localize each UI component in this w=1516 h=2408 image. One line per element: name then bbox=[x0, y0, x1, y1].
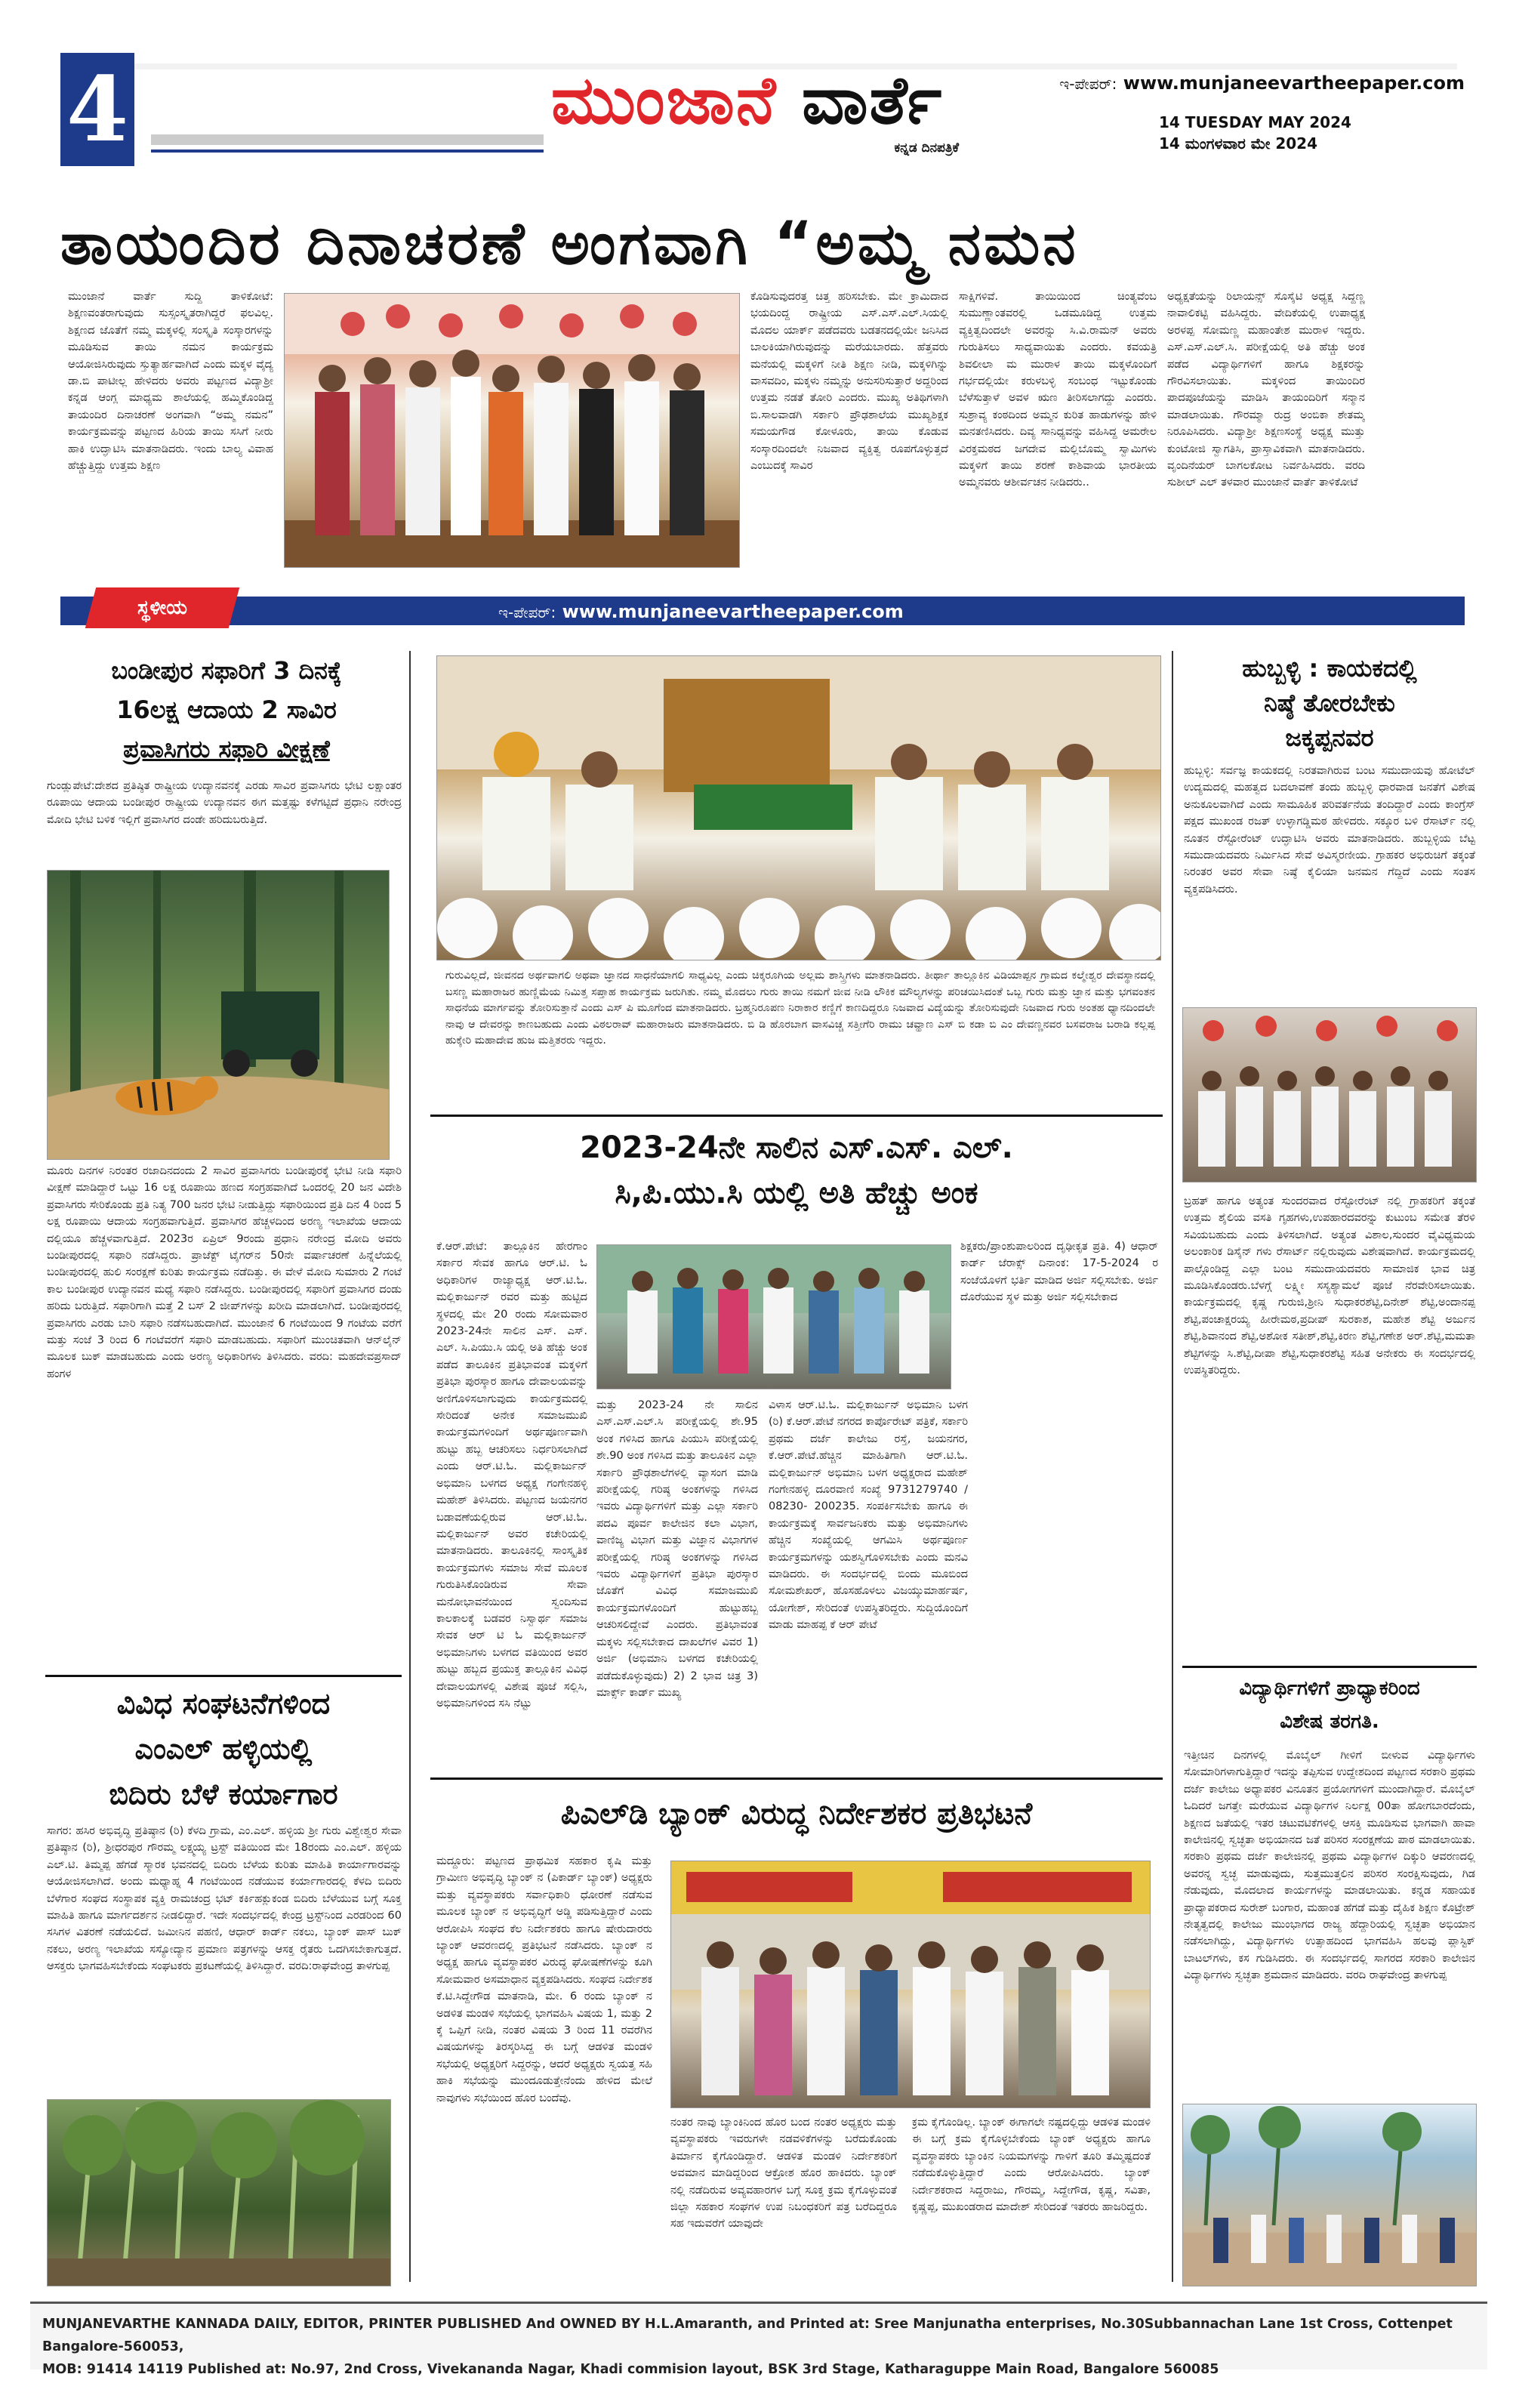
hubballi-headline-line-2: ನಿಷ್ಠೆ ತೋರಬೇಕು bbox=[1264, 689, 1395, 717]
sslc-photo bbox=[596, 1244, 951, 1389]
pld-col-2: ನಂತರ ನಾವು ಬ್ಯಾಂಕಿನಿಂದ ಹೊರ ಬಂದ ನಂತರ ಅಧ್ಯಕ್ಷರು ಮತ್ತು ವ್ಯವಸ್ಥಾಪಕರು ಇವರುಗಳೇ ನಡವಳಿಕೆಗಳನ್ನು ಬರೆದುಕೊಂಡು ತಿರ್ಮಾನ ಕೈಗೊಂಡಿದ್ದಾರೆ. ಆಡಳಿತ ಮಂಡಳಿ ನಿರ್ದೇಶಕರಿಗೆ ಅವಮಾನ ಮಾಡಿದ್ದರಿಂದ ಆಕ್ರೋಶ ಹೊರ ಹಾಕಿದರು. ಬ್ಯಾಂಕ್ ನಲ್ಲಿ ನಡೆದಿರುವ ಅವ್ಯವಹಾರಗಳ ಬಗ್ಗೆ ಸೂಕ್ತ ಕ್ರಮ ಕೈಗೊಳ್ಳುವಂತೆ ಜಿಲ್ಲಾ ಸಹಕಾರ ಸಂಘಗಳ ಉಪ ನಿಬಂಧಕರಿಗೆ ಪತ್ರ ಬರೆದಿದ್ದರೂ ಸಹ ಇದುವರೆಗೆ ಯಾವುದೇ bbox=[670, 2117, 897, 2231]
masthead-blue-rule bbox=[151, 150, 544, 153]
bandipur-headline-line-2: 16ಲಕ್ಷ ಆದಾಯ 2 ಸಾವಿರ bbox=[116, 695, 337, 724]
sslc-col-1: ಕೆ.ಆರ್.ಪೇಟೆ: ತಾಲ್ಲೂಕಿನ ಹೇರಗಾಂ ಸರ್ಕಾರ ಸೇವಕ ಹಾಗೂ ಆರ್.ಟಿ. ಓ ಅಧಿಕಾರಿಗಳ ರಾಜ್ಯಾಧ್ಯಕ್ಷ ಆರ್.ಟಿ.ಓ. ಮಲ್ಲಿಕಾರ್ಜುನ್ ರವರ ಮತ್ತು ಹುಟ್ಟಿದ ಸ್ಥಳದಲ್ಲಿ ಮೇ 20 ರಂದು ಸೋಮವಾರ 2023-24ನೇ ಸಾಲಿನ ಎಸ್. ಎಸ್. ಎಲ್. ಸಿ.ಪಿಯು.ಸಿ ಯಲ್ಲಿ ಅತಿ ಹೆಚ್ಚು ಅಂಕ ಪಡೆದ ತಾಲೂಕಿನ ಪ್ರತಿಭಾವಂತ ಮಕ್ಕಳಿಗೆ ಪ್ರತಿಭಾ ಪುರಸ್ಕಾರ ಹಾಗೂ ದೇವಾಲಯವನ್ನು ಅಣಿಗೊಳಿಸಲಾಗುವುದು ಕಾರ್ಯಕ್ರಮದಲ್ಲಿ ಸೇರಿದಂತೆ ಅನೇಕ ಸಮಾಜಮುಖಿ ಕಾರ್ಯಕ್ರಮಗಳಿಂದಿಗೆ ಅರ್ಥಪೂರ್ಣವಾಗಿ ಹುಟ್ಟು ಹಬ್ಬ ಆಚರಿಸಲು ನಿರ್ಧರಿಸಲಾಗಿದೆ ಎಂದು ಆರ್.ಟಿ.ಓ. ಮಲ್ಲಿಕಾರ್ಜುನ್ ಅಭಿಮಾನಿ ಬಳಗದ ಅಧ್ಯಕ್ಷ ಗಂಗೇನಹಳ್ಳಿ ಮಹೇಶ್ ತಿಳಿಸಿದರು. ಪಟ್ಟಣದ ಜಯನಗರ ಬಡಾವಣೆಯಲ್ಲಿರುವ ಆರ್.ಟಿ.ಓ. ಮಲ್ಲಿಕಾರ್ಜುನ್ ಅವರ ಕಚೇರಿಯಲ್ಲಿ ಮಾತನಾಡಿದರು. ತಾಲೂಕಿನಲ್ಲಿ ಸಾಂಸ್ಕೃತಿಕ ಕಾರ್ಯಕ್ರಮಗಳು ಸಮಾಜ ಸೇವೆ ಮೂಲಕ ಗುರುತಿಸಿಕೊಂಡಿರುವ ಸೇವಾ ಮನೋಭಾವನೆಯಿಂದ ಸ್ವಂದಿಸುವ ಕಾಲಕಾಲಕ್ಕೆ ಬಡವರ ನಿಸ್ವಾರ್ಥ ಸಮಾಜ ಸೇವಕ ಆರ್ ಟಿ ಓ ಮಲ್ಲಿಕಾರ್ಜುನ್ ಅಭಿಮಾನಿಗಳು ಬಳಗದ ವತಿಯಿಂದ ಅವರ ಹುಟ್ಟು ಹಬ್ಬದ ಪ್ರಯುಕ್ತ ತಾಲ್ಲೂಕಿನ ವಿವಿಧ ದೇವಾಲಯಗಳಲ್ಲಿ ವಿಶೇಷ ಪೂಜೆ ಸಲ್ಲಿಸಿ, ಅಭಿಮಾನಿಗಳಿಂದ ಸಸಿ ನೆಟ್ಟು bbox=[436, 1241, 587, 1710]
left-divider bbox=[45, 1675, 402, 1677]
bandipur-tiger-photo bbox=[47, 870, 390, 1160]
chikkodi-photo bbox=[436, 655, 1161, 960]
hubballi-col-mid: ಬ್ರಹತ್ ಹಾಗೂ ಅತ್ಯಂತ ಸುಂದರವಾದ ರೆಸ್ಟೋರೆಂಟ್ ನಲ್ಲಿ ಗ್ರಾಹಕರಿಗೆ ತಕ್ಕಂತೆ ಉತ್ತಮ ಶೈಲಿಯ ವಸತಿ ಗೃಹಗಳು,ಉಪಹಾರದವರನ್ನು ಕುಟುಂಬ ಸಮೇತ ತೆರಳಿ ಸವಿಯಬಹುದು ಎಂದು ತಿಳಿಸಲಾಗಿದೆ. ಅತ್ಯಂತ ವಿಶಾಲ,ಸುಂದರ ವೈವಿಧ್ಯಮಯ ಅಲಂಕಾರಿಕ ಡಿಸೈನ್ ಗಳು ರೆಸಾರ್ಟ್ ನಲ್ಲಿರುವುದು ವಿಶೇಷವಾಗಿದೆ. ಕಾರ್ಯಕ್ರಮದಲ್ಲಿ ಪಾಲ್ಗೊಂಡಿದ್ದ ಎಲ್ಲಾ ಬಂಟ ಸಮುದಾಯದವರು ಸಾಮಾಜಿಕ ಭಾವ ಚಿತ್ರ ಮೂಡಿಸಿಕೊಂಡರು.ಬೆಳಗ್ಗೆ ಲಕ್ಷ್ಮೀ ಸಸ್ಯಶ್ಯಾಮಲೆ ಪೂಜೆ ನೆರವೇರಿಸಲಾಯಿತು. ಕಾರ್ಯಕ್ರಮದಲ್ಲಿ ಕೃಷ್ಣ ಗುರುಜಿ,ಶ್ರೀನಿ ಸುಧಾಕರಶೆಟ್ಟಿ,ದಿನೇಶ್ ಶೆಟ್ಟಿ,ಅಂದಾನಪ್ಪ ಶೆಟ್ಟಿ,ಪಂಚಾಕ್ಷರಯ್ಯ ಹೀರೇಮಠ,ಪ್ರದೀಪ್ ಸುರಕಾಶ, ಮಹೇಶ ಶೆಟ್ಟಿ ಅರ್ಜುನ ಶೆಟ್ಟಿ,ಶಿವಾನಂದ ಶೆಟ್ಟಿ,ಅಶೋಕ ಸತೀಶ್,ಶೆಟ್ಟಿ,ಕಿರಣ ಶೆಟ್ಟಿ,ಗಣೇಶ ಅರ್.ಶೆಟ್ಟಿ,ಮಮತಾ ಶೆಟ್ಟಿಗಳನ್ನು ಸಿ.ಶೆಟ್ಟಿ,ದೀಪಾ ಶೆಟ್ಟಿ,ಸುಧಾಕರಶೆಟ್ಟಿ ಸಹಿತ ಅನೇಕರು ಈ ಸಂದರ್ಭದಲ್ಲಿ ಉಪಸ್ಥಿತರಿದ್ದರು. bbox=[1184, 1195, 1475, 1377]
page-number: 4 bbox=[60, 53, 134, 166]
bamboo-body: ಸಾಗರ: ಹಸಿರ ಅಭಿವೃದ್ಧಿ ಪ್ರತಿಷ್ಠಾನ (ರಿ) ಕೆಳದಿ ಗ್ರಾಮ, ಎಂ.ಎಲ್. ಹಳ್ಳಿಯ ಶ್ರೀ ಗುರು ವಿಶ್ವೇಶ್ವರ ಸೇವಾ ಪ್ರತಿಷ್ಠಾನ (ರಿ), ಶ್ರೀಧರಪುರ ಗೌರಮ್ಮ ಲಕ್ಷ್ಮಯ್ಯ ಟ್ರಸ್ಟ್ ವತಿಯಿಂದ ಮೇ 18ರಂದು ಎಂ.ಎಲ್. ಹಳ್ಳಿಯ ಎಲ್.ಟಿ. ತಿಮ್ಮಪ್ಪ ಹೆಗಡೆ ಸ್ಮಾರಕ ಭವನದಲ್ಲಿ ಬಿದಿರು ಬೆಳೆಯ ಕುರಿತು ಮಾಹಿತಿ ಕಾರ್ಯಾಗಾರವನ್ನು ಆಯೋಜಿಸಲಾಗಿದೆ. ಅಂದು ಮಧ್ಯಾಹ್ನ 4 ಗಂಟೆಯಿಂದ ನಡೆಯುವ ಕರ್ಯಾಗಾರದಲ್ಲಿ ಕೆಳದಿ ಬಿದಿರು ಬೆಳೆಗಾರ ಸಂಘದ ಸಂಸ್ಥಾಪಕ ವ್ಯಕ್ತಿ ರಾಮಚಂದ್ರ ಭಟ್ ಕರ್ಕಿಹಕ್ಲುಕಂಡ ಬಿದಿರು ಬೆಳೆಯುವ ಬಗ್ಗೆ ಸೂಕ್ತ ಮಾಹಿತಿ ಹಾಗೂ ಮಾರ್ಗದರ್ಶನ ನೀಡಲಿದ್ದಾರೆ. ಇದೇ ಸಂದರ್ಭದಲ್ಲಿ ಕೇಂದ್ರ ಟ್ರಸ್ಟ್‌ನಿಂದ ಎರಡರಿಂದ 60 ಸಸಿಗಳ ವಿತರಣೆ ನಡೆಯಲಿದೆ. ಜಮೀನಿನ ಪಹಣಿ, ಆಧಾರ್ ಕಾರ್ಡ್ ನಕಲು, ಬ್ಯಾಂಕ್ ಪಾಸ್ ಬುಕ್ ನಕಲು, ಅರಣ್ಯ ಇಲಾಖೆಯ ಸಸ್ಯೋದ್ಯಾನ ಪ್ರಮಾಣ ಪತ್ರಗಳನ್ನು ಆಸಕ್ತ ರೈತರು ಒದಗಿಸಬೇಕಾಗುತ್ತದೆ. ಆಸಕ್ತರು ಭಾಗವಹಿಸಬೇಕೆಂದು ಸಂಘಟಕರು ಪ್ರಕಟಣೆಯಲ್ಲಿ ತಿಳಿಸಿದ್ದಾರೆ. ವರದಿ:ರಾಘವೇಂದ್ರ ತಾಳಗುಪ್ಪ bbox=[47, 1825, 402, 1973]
pld-photo-scene bbox=[671, 1861, 1151, 2108]
center-divider-1 bbox=[430, 1115, 1163, 1117]
footer-line-1: MUNJANEVARTHE KANNADA DAILY, EDITOR, PRINTER PUBLISHED And OWNED BY H.L.Amaranth, and Printed at: Sree Manjunatha enterprises, No.30Subbannachan Lane 1st Cross, Cottenpet Bangalore-560053, bbox=[42, 2317, 1453, 2354]
bandipur-headline-line-1: ಬಂಡೀಪುರ ಸಫಾರಿಗೆ 3 ದಿನಕ್ಕೆ bbox=[111, 656, 342, 685]
hubballi-col-top: ಹುಬ್ಬಳ್ಳಿ: ಸರ್ವಜ್ಞ ಕಾಯಕದಲ್ಲಿ ನಿರತವಾಗಿರುವ ಬಂಟ ಸಮುದಾಯವು ಹೋಟೆಲ್ ಉದ್ಯಮದಲ್ಲಿ ಮಹತ್ವದ ಬದಲಾವಣೆ ತಂದು ಹುಬ್ಬಳ್ಳಿ ಧಾರವಾಡ ಜನತೆಗೆ ವಿಶೇಷ ಅನುಕೂಲವಾಗಿದೆ ಎಂದು ಸಾಮೂಹಿಕ ಪರಿವರ್ತನೆಯ ತಂದಿದ್ದಾರೆ ಎಂದು ಕಾಂಗ್ರೆಸ್ ಪಕ್ಷದ ಮುಖಂಡ ರಜತ್ ಉಳ್ಳಾಗಡ್ಡಿಮಠ ಹೇಳಿದರು. ಸಕ್ಕೂರ ಬಳಿ ರೆಸಾರ್ಟ್ ನಲ್ಲಿ ನೂತನ ರೆಸ್ಟೋರೆಂಟ್ ಉದ್ಘಾಟಿಸಿ ಅವರು ಮಾತನಾಡಿದರು. ಹುಬ್ಬಳ್ಳಿಯ ಬೆಟ್ಟ ಸಮುದಾಯದವರು ನಿರ್ಮಿಸಿದ ಸೇವೆ ಅವಿಸ್ಮರಣೀಯ. ಗ್ರಾಹಕರ ಅಭಿರುಚಿಗೆ ತಕ್ಕಂತೆ ನಿರಂತರ ಅವರ ಸೇವಾ ನಿಷ್ಠೆ ಕೈಲಿಯಾ ಜನಮನ ಗೆದ್ದಿದೆ ಎಂದು ಸಂತಸ ವ್ಯಕ್ತಪಡಿಸಿದರು. bbox=[1184, 765, 1475, 896]
tiger-photo-scene bbox=[48, 871, 390, 1160]
bamboo-headline-line-3: ಬಿದಿರು ಬೆಳೆ ಕರ್ಯಾಗಾರ bbox=[109, 1777, 338, 1811]
sslc-headline-line-2: ಸಿ,ಪಿ.ಯು.ಸಿ ಯಲ್ಲಿ ಅತಿ ಹೆಚ್ಚು ಅಂಕ bbox=[615, 1176, 978, 1210]
lead-col-1: ಮುಂಜಾನೆ ವಾರ್ತೆ ಸುದ್ದಿ ತಾಳಿಕೋಟೆ: ಶಿಕ್ಷಣವಂತರಾಗುವುದು ಸುಸ್ಸಂಸ್ಕೃತರಾಗಿದ್ದರೆ ಫಲವಿಲ್ಲ. ಶಿಕ್ಷಣದ ಜೊತೆಗೆ ನಮ್ಮ ಮಕ್ಕಳಲ್ಲಿ ಸಂಸ್ಕೃತಿ ಸಂಸ್ಕಾರಗಳನ್ನು ಮೂಡಿಸುವ ತಾಯಿ ನಮನ ಕಾರ್ಯಕ್ರಮ ಆಯೋಜಿಸಿರುವುದು ಸ್ತುತ್ಯಾರ್ಹವಾಗಿದೆ ಎಂದು ಮಕ್ಕಳ ವೈದ್ಯ ಡಾ.ಬಿ ಪಾಟೀಲ್ಲ ಹೇಳಿದರು ಅವರು ಪಟ್ಟಣದ ವಿದ್ಯಾಶ್ರೀ ಕನ್ನಡ ಆಂಗ್ಲ ಮಾಧ್ಯಮ ಶಾಲೆಯಲ್ಲಿ ಹಮ್ಮಿಕೊಂಡಿದ್ದ ತಾಯಂದಿರ ದಿನಾಚರಣೆ ಅಂಗವಾಗಿ “ಅಮ್ಮ ನಮನ” ಕಾರ್ಯಕ್ರಮವನ್ನು ಪಟ್ಟಣದ ಹಿರಿಯ ತಾಯಿ ಸಸಿಗೆ ನೀರು ಹಾಕಿ ಉದ್ಘಾಟಿಸಿ ಮಾತನಾಡಿದರು. ಇಂದು ಬಾಲ್ಯ ವಿವಾಹ ಹೆಚ್ಚುತ್ತಿದ್ದು ಉತ್ತಮ ಶಿಕ್ಷಣ bbox=[68, 291, 273, 473]
right-divider bbox=[1182, 1666, 1477, 1668]
pld-headline: ಪಿಎಲ್‌ಡಿ ಬ್ಯಾಂಕ್ ವಿರುದ್ಧ ನಿರ್ದೇಶಕರ ಪ್ರತಿಭಟನೆ bbox=[560, 1796, 1033, 1831]
bamboo-headline-line-1: ವಿವಿಧ ಸಂಘಟನೆಗಳಿಂದ bbox=[116, 1687, 331, 1720]
epaper-link[interactable] bbox=[1019, 72, 1465, 94]
epaper-label: ಇ-ಪೇಪರ್: bbox=[1059, 75, 1117, 93]
date-english: 14 TUESDAY MAY 2024 bbox=[1159, 113, 1351, 131]
students-headline bbox=[1182, 1672, 1477, 1738]
lead-col-2: ಕೊಡಿಸುವುದರತ್ತ ಚಿತ್ತ ಹರಿಸಬೇಕು. ಮೇ ಕ್ರಾಮಿದಾದ ಭಯದಿಂದ್ದ ರಾಷ್ಟ್ರೀಯ ಎಸ್.ಎಸ್.ಎಲ್.ಸಿಯಲ್ಲಿ ಮೊದಲ ಯಾರ್ಕ್ ಪಡೆದವರು ಬಡತನದಲ್ಲಿಯೇ ಜನಿಸಿದ ಬಾಲಕಿಯಾಗಿರುವುದನ್ನು ಮರೆಯಬಾರದು. ಹೆತ್ತವರು ಮನೆಯಲ್ಲಿ ಮಕ್ಕಳಿಗೆ ನೀತಿ ಶಿಕ್ಷಣ ನೀಡಿ, ಮಕ್ಕಳಿಗಿನ್ನು ವಾಸವದಿಂ, ಮಕ್ಕಳು ನಮ್ಮನ್ನು ಅನುಸರಿಸುತ್ತಾರೆ ಅದ್ದರಿಂದ ಉತ್ತಮ ನಡತೆ ತೋರಿ ಎಂದರು. ಮುಖ್ಯ ಅತಿಥಿಗಳಾಗಿ ಬಿ.ಸಾಲವಾಡಗಿ ಸರ್ಕಾರಿ ಪ್ರೌಢಶಾಲೆಯ ಮುಖ್ಯಶಿಕ್ಷಕ ಸಮಯಗೌಡ ಕೋಳೂರು, ತಾಯಿ ಕೊಡುವ ಸಂಸ್ಕಾರದಿಂದಲೇ ನಿಜವಾದ ವ್ಯಕ್ತಿತ್ವ ರೂಪಗೊಳ್ಳುತ್ತದೆ ಎಂಬುದಕ್ಕೆ ಸಾವಿರ bbox=[750, 291, 948, 473]
sslc-col-3b: ವಿಳಾಸ ಆರ್.ಟಿ.ಓ. ಮಲ್ಲಿಕಾರ್ಜುನ್ ಅಭಿಮಾನಿ ಬಳಗ (ರಿ) ಕೆ.ಆರ್.ಪೇಟೆ ನಗರದ ಕಾರ್ಪೊರೇಟ್ ಪತ್ರಿಕೆ, ಸರ್ಕಾರಿ ಪ್ರಥಮ ದರ್ಜೆ ಕಾಲೇಜು ರಸ್ತೆ, ಜಯನಗರ, ಕೆ.ಆರ್.ಪೇಟೆ.ಹೆಚ್ಚಿನ ಮಾಹಿತಿಗಾಗಿ ಆರ್.ಟಿ.ಓ. ಮಲ್ಲಿಕಾರ್ಜುನ್ ಅಭಿಮಾನಿ ಬಳಗ ಅಧ್ಯಕ್ಷರಾದ ಮಹೇಶ್ ಗಂಗೇನಹಳ್ಳಿ ದೂರವಾಣಿ ಸಂಖ್ಯೆ 9731279740 / 08230- 200235. ಸಂಪರ್ಕಿಸಬೇಕು ಹಾಗೂ ಈ ಕಾರ್ಯಕ್ರಮಕ್ಕೆ ಸಾರ್ವಜನಿಕರು ಮತ್ತು ಅಭಿಮಾನಿಗಳು ಹೆಚ್ಚಿನ ಸಂಖ್ಯೆಯಲ್ಲಿ ಆಗಮಿಸಿ ಅರ್ಥಪೂರ್ಣ ಕಾರ್ಯಕ್ರಮಗಳನ್ನು ಯಶಸ್ವಿಗೊಳಿಸಬೇಕು ಎಂದು ಮನವಿ ಮಾಡಿದರು. ಈ ಸಂದರ್ಭದಲ್ಲಿ ಬಿಂದು ಮೂಬಿಂದ ಸೋಮಶೇಖರ್, ಹೊಸಹೊಳಲು ವಿಜಯ್ಕುಮಾರ್ಹರ್ಷ, ಯೋಗೇಶ್, ಸೇರಿದಂತೆ ಉಪಸ್ಥಿತರಿದ್ದರು. ಸುದ್ದಿಯೊಂದಿಗೆ ಮಾಡು ಮಾಹಪ್ಪ ಕೆ ಆರ್ ಪೇಟೆ bbox=[769, 1399, 968, 1632]
sslc-photo-scene bbox=[597, 1245, 951, 1389]
section-epaper-link[interactable] bbox=[498, 601, 904, 622]
bamboo-headline-line-2: ಎಂಎಲ್ ಹಳ್ಳಿಯಲ್ಲಿ bbox=[134, 1732, 313, 1765]
column-divider-left bbox=[409, 651, 411, 2282]
lead-col-4: ಅಧ್ಯಕ್ಷತೆಯನ್ನು ರಿಲಾಯನ್ಸ್ ಸೊಸೈಟಿ ಅಧ್ಯಕ್ಷ ಸಿದ್ದಣ್ಣ ನಾವಾಲಿಕಟ್ಟಿ ವಹಿಸಿದ್ದರು. ವೇದಿಕೆಯಲ್ಲಿ ಉಪಾಧ್ಯಕ್ಷ ಅರಳಪ್ಪ ಸೋಮಣ್ಣ ಮಹಾಂತೇಶ ಮುರಾಳ ಇದ್ದರು. ಎಸ್.ಎಸ್.ಎಲ್.ಸಿ. ಪರೀಕ್ಷೆಯಲ್ಲಿ ಅತಿ ಹೆಚ್ಚು ಅಂಕ ಪಡೆದ ವಿದ್ಯಾರ್ಥಿಗಳಿಗೆ ಹಾಗೂ ಶಿಕ್ಷಕರನ್ನು ಗೌರವಿಸಲಾಯಿತು. ಮಕ್ಕಳಿಂದ ತಾಯಿಂದಿರ ಪಾದಪೂಜೆಯನ್ನು ಮಾಡಿಸಿ ತಾಯಂದಿರಿಗೆ ಸನ್ಮಾನ ಮಾಡಲಾಯಿತು. ಗೌರಮ್ಮಾ ರುದ್ರ ಅಂಬಿಕಾ ಶೇತಮ್ಮ ನಿರೂಪಿಸಿದರು. ವಿದ್ಯಾಶ್ರೀ ಶಿಕ್ಷಣಸಂಸ್ಥೆ ಅಧ್ಯಕ್ಷ ಮುತ್ತು ಕುಂಟೋಜಿ ಸ್ವಾಗತಿಸಿ, ಪ್ರಾಸ್ತಾವಿಕವಾಗಿ ಮಾತನಾಡಿದರು. ವೃಂದಿನೆಯರ್ ಬಾಗಲಕೋಟ ನಿರ್ವಹಿಸಿದರು. ವರದಿ ಸುಶೀಲ್ ಎಲ್ ತಳವಾರ ಮುಂಜಾನೆ ವಾರ್ತೆ ತಾಳಿಕೋಟೆ bbox=[1167, 291, 1365, 489]
students-photo-scene bbox=[1183, 2104, 1477, 2286]
bandipur-body: ಮೂರು ದಿನಗಳ ನಿರಂತರ ರಜಾದಿನದಂದು 2 ಸಾವಿರ ಪ್ರವಾಸಿಗರು ಬಂಡೀಪುರಕ್ಕೆ ಭೇಟಿ ನೀಡಿ ಸಫಾರಿ ವೀಕ್ಷಣೆ ಮಾಡಿದ್ದಾರೆ ಒಟ್ಟು 16 ಲಕ್ಷ ರೂಪಾಯಿ ಹಣದ ಸಂಗ್ರಹವಾಗಿದೆ ಒಂದರಲ್ಲಿ 20 ಜನ ವಿದೇಶಿ ಪ್ರವಾಸಿಗರು ಸೇರಿಕೊಂಡು ಪ್ರತಿ ನಿತ್ಯ 700 ಜನರ ಭೇಟಿ ನೀಡುತ್ತಿದ್ದು ಸಫಾರಿಯಿಂದ ಪ್ರತಿ ದಿನ 4 ರಿಂದ 5 ಲಕ್ಷ ರೂಪಾಯಿ ಆದಾಯ ಸಂಗ್ರಹವಾಗುತ್ತಿದೆ. ಪ್ರವಾಸಿಗರ ಹೆಚ್ಚಳದಿಂದ ಅರಣ್ಯ ಇಲಾಖೆಯ ಆದಾಯ ದಲ್ಲಿಯೂ ಹೆಚ್ಚಳವಾಗುತ್ತಿದೆ. 2023ರ ಏಪ್ರಿಲ್ 9ರಂದು ಪ್ರಧಾನಿ ನರೇಂದ್ರ ಮೋದಿ ಅವರು ಬಂಡೀಪುರದಲ್ಲಿ ಸಫಾರಿ ನಡೆಸಿದ್ದರು. ಪ್ರಾಜೆಕ್ಟ್ ಟೈಗರ್‌ನ 50ನೇ ವರ್ಷಾಚರಣೆ ಹಿನ್ನೆಲೆಯಲ್ಲಿ ಬಂಡೀಪುರದಲ್ಲಿ ಹುಲಿ ಸಂರಕ್ಷಣೆ ಕುರಿತು ಕಾರ್ಯಕ್ರಮ ನಡೆದಿತ್ತು. ಈ ವೇಳೆ ಮೋದಿ ಸುಮಾರು 2 ಗಂಟೆ ಕಾಲ ಬಂಡೀಪುರ ಉದ್ಯಾನವನ ಮಧ್ಯೆ ಸಫಾರಿ ನಡೆಸಿದ್ದರು. ಬಂಡೀಪುರದಲ್ಲಿ ಸಫಾರಿಗೆ ಪ್ರವಾಸಿಗರ ದಂಡು ಹರಿದು ಬರುತ್ತಿದೆ. ಸಫಾರಿಗಾಗಿ ಮತ್ತೆ 2 ಬಸ್ 2 ಜೀಪ್‌ಗಳನ್ನು ಖರೀದಿ ಮಾಡಲಾಗಿದೆ. ಬಂಡೀಪುರದಲ್ಲಿ ಪ್ರವಾಸಿಗರು ಎರಡು ಬಾರಿ ಸಫಾರಿ ನಡೆಸಬಹುದಾಗಿದೆ. ಮುಂಜಾನೆ 6 ಗಂಟೆಯಿಂದ 9 ಗಂಟೆಯ ವರೆಗೆ ಮತ್ತು ಸಂಜೆ 3 ರಿಂದ 6 ಗಂಟೆವರೆಗೆ ಸಫಾರಿ ಮಾಡಬಹುದು. ಸಫಾರಿಗೆ ಮುಂಚಿತವಾಗಿ ಆನ್‌ಲೈನ್ ಮೂಲಕ ಬುಕ್ ಮಾಡಬಹುದು ಎಂದು ಅರಣ್ಯ ಅಧಿಕಾರಿಗಳು ತಿಳಿಸಿದರು. ವರದಿ: ಮಹದೇವಪ್ರಸಾದ್ ಹಂಗಳ bbox=[47, 1165, 402, 1380]
pld-col-3: ಕ್ರಮ ಕೈಗೊಂಡಿಲ್ಲ. ಬ್ಯಾಂಕ್ ಈಗಾಗಲೇ ನಷ್ಟದಲ್ಲಿದ್ದು ಆಡಳಿತ ಮಂಡಳಿ ಈ ಬಗ್ಗೆ ಕ್ರಮ ಕೈಗೊಳ್ಳಬೇಕೆಂದು ಬ್ಯಾಂಕ್ ಅಧ್ಯಕ್ಷರು ಹಾಗೂ ವ್ಯವಸ್ಥಾಪಕರು ಬ್ಯಾಂಕಿನ ನಿಯಮಗಳನ್ನು ಗಾಳಿಗೆ ತೂರಿ ತಮ್ಮಿಷ್ಟದಂತೆ ನಡೆದುಕೊಳ್ಳುತ್ತಿದ್ದಾರೆ ಎಂದು ಆರೋಪಿಸಿದರು. ಬ್ಯಾಂಕ್ ನಿರ್ದೇಶಕರಾದ ಸಿದ್ದರಾಜು, ಗೌರಮ್ಮ, ಸಿದ್ದೇಗೌಡ, ಕೃಷ್ಣ, ಸವಿತಾ, ಕೃಷ್ಣಪ್ಪ, ಮುಖಂಡರಾದ ಮಾದೇಶ್ ಸೇರಿದಂತೆ ಇತರರು ಹಾಜರಿದ್ದರು. bbox=[912, 2117, 1151, 2214]
lead-photo bbox=[284, 293, 740, 568]
students-headline-line-2: ವಿಶೇಷ ತರಗತಿ. bbox=[1280, 1710, 1379, 1733]
newspaper-logo bbox=[551, 59, 1019, 157]
sslc-headline-line-1: 2023-24ನೇ ಸಾಲಿನ ಎಸ್.ಎಸ್. ಎಲ್. bbox=[580, 1130, 1013, 1165]
imprint-footer bbox=[30, 2302, 1487, 2377]
sslc-headline bbox=[430, 1125, 1163, 1216]
section-epaper-url[interactable]: www.munjaneevartheepaper.com bbox=[562, 601, 904, 622]
section-tab-label: ಸ್ಥಳೀಯ bbox=[137, 597, 187, 619]
pld-col-1: ಮದ್ದೂರು: ಪಟ್ಟಣದ ಪ್ರಾಥಮಿಕ ಸಹಕಾರ ಕೃಷಿ ಮತ್ತು ಗ್ರಾಮೀಣ ಅಭಿವೃದ್ಧಿ ಬ್ಯಾಂಕ್ ನ (ಪಿಕಾರ್ಡ್ ಬ್ಯಾಂಕ್) ಅಧ್ಯಕ್ಷರು ಮತ್ತು ವ್ಯವಸ್ಥಾಪಕರು ಸರ್ವಾಧಿಕಾರಿ ಧೋರಣೆ ನಡೆಸುವ ಮೂಲಕ ಬ್ಯಾಂಕ್ ನ ಅಭಿವೃದ್ಧಿಗೆ ಅಡ್ಡಿ ಪಡಿಸುತ್ತಿದ್ದಾರೆ ಎಂದು ಆರೋಪಿಸಿ ಸಂಘದ ಕೆಲ ನಿರ್ದೇಶಕರು ಹಾಗೂ ಷೇರುದಾರರು ಬ್ಯಾಂಕ್ ಆವರಣದಲ್ಲಿ ಪ್ರತಿಭಟನೆ ನಡೆಸಿದರು. ಬ್ಯಾಂಕ್ ನ ಅಧ್ಯಕ್ಷ ಹಾಗೂ ವ್ಯವಸ್ಥಾಪಕರ ವಿರುದ್ಧ ಘೋಷಣೆಗಳನ್ನು ಕೂಗಿ ಸೋಮವಾರ ಅಸಮಾಧಾನ ವ್ಯಕ್ತಪಡಿಸಿದರು. ಸಂಘದ ನಿರ್ದೇಶಕ ಕೆ.ಟಿ.ಸಿದ್ದೇಗೌಡ ಮಾತನಾಡಿ, ಮೇ. 6 ರಂದು ಬ್ಯಾಂಕ್ ನ ಅಡಳಿತ ಮಂಡಳಿ ಸಭೆಯಲ್ಲಿ ಭಾಗವಹಿಸಿ ವಿಷಯ 1, ಮತ್ತು 2 ಕ್ಕೆ ಒಪ್ಪಿಗೆ ನೀಡಿ, ನಂತರ ವಿಷಯ 3 ರಿಂದ 11 ರವರೆಗಿನ ವಿಷಯಗಳನ್ನು ತಿರಸ್ಕರಿಸಿದ್ದ ಈ ಬಗ್ಗೆ ಆಡಳಿತ ಮಂಡಳಿ ಸಭೆಯಲ್ಲಿ ಅಧ್ಯಕ್ಷರಿಗೆ ಸಿದ್ದರನ್ನು, ಆದರೆ ಅಧ್ಯಕ್ಷರು ಸ್ವಯತ್ತ ಸಹಿ ಹಾಕಿ ಸಭೆಯನ್ನು ಮುಂದೂಡುತ್ತೇನೆಂದು ಹೇಳಿದ ಮೇಲೆ ನಾವುಗಳು ಸಭೆಯಿಂದ ಹೊರ ಬಂದೆವು. bbox=[436, 1855, 652, 2104]
bandipur-headline-line-3: ಪ್ರವಾಸಿಗರು ಸಫಾರಿ ವೀಕ್ಷಣೆ bbox=[123, 735, 330, 763]
center-divider-2 bbox=[430, 1777, 1163, 1780]
sslc-col-3a: ಶಿಕ್ಷಕರು/ಪ್ರಾಂಶುಪಾಲರಿಂದ ದೃಢೀಕೃತ ಪ್ರತಿ. 4) ಆಧಾರ್ ಕಾರ್ಡ್ ಜೆರಾಕ್ಸ್ ದಿನಾಂಕ: 17-5-2024 ರ ಸಂಜೆಯೊಳಗೆ ಭರ್ತಿ ಮಾಡಿದ ಅರ್ಜಿ ಸಲ್ಲಿಸಬೇಕು. ಅರ್ಜಿ ದೊರೆಯುವ ಸ್ಥಳ ಮತ್ತು ಅರ್ಜಿ ಸಲ್ಲಿಸಬೇಕಾದ bbox=[960, 1241, 1158, 1304]
hubballi-headline bbox=[1182, 651, 1477, 755]
bamboo-photo bbox=[47, 2099, 391, 2286]
footer-line-2: MOB: 91414 14119 Published at: No.97, 2nd Cross, Vivekananda Nagar, Khadi commision layout, BSK 3rd Stage, Katharaguppe Main Road, Bangalore 560085 bbox=[42, 2362, 1219, 2377]
hubballi-headline-line-1: ಹುಬ್ಬಳ್ಳಿ : ಕಾಯಕದಲ್ಲಿ bbox=[1242, 654, 1417, 683]
chikkodi-photo-scene bbox=[437, 656, 1161, 960]
logo-word-2: ವಾರ್ತೆ bbox=[801, 61, 944, 139]
hubballi-headline-line-3: ಜಕ್ಕಪ್ಪನವರ bbox=[1285, 723, 1374, 752]
bandipur-headline bbox=[45, 651, 408, 769]
lead-col-3: ಸಾಕ್ಷಿಗಳಿವೆ. ತಾಯಿಯಿಂದ ಚಿಂತ್ಯವೆಂಬ ಸುಮುಣ್ಣಾಂತವರಲ್ಲಿ ಒಡಮೂಡಿದ್ದ ಉತ್ತಮ ವ್ಯಕ್ತಿತ್ವದಿಂದಲೇ ಅವರನ್ನು ಸಿ.ವಿ.ರಾಮನ್ ಅವರು ಗುರುತಿಸಲು ಸಾಧ್ಯವಾಯಿತು ಎಂದರು. ಕವಯತ್ರಿ ಶಿವಲೀಲಾ ಮ ಮುರಾಳ ತಾಯಿ ಮಕ್ಕಳೊಂದಿಗೆ ಗರ್ಭದಲ್ಲಿಯೇ ಕರುಳಬಳ್ಳಿ ಸಂಬಂಧ ಇಟ್ಟುಕೊಂಡು ಬೆಳೆಸುತ್ತಾಳೆ ಅವಳ ಋಣ ತೀರಿಸಲಾಗದ್ದು ಎಂದರು. ಸುಶ್ರಾವ್ಯ ಕಂಠದಿಂದ ಅಮ್ಮನ ಕುರಿತ ಹಾಡುಗಳನ್ನು ಹೇಳಿ ಮನತಣಿಸಿದರು. ದಿವ್ಯ ಸಾನಿಧ್ಯವನ್ನು ವಹಿಸಿದ್ದ ಅಮರೇಲ ವಿರಕ್ತಮಠದ ಜಗದೇವ ಮಲ್ಲಿಬೊಮ್ಮ ಸ್ವಾಮಿಗಳು ಮಕ್ಕಳಿಗೆ ತಾಯಿ ಶರಣೆ ಕಾಶಿವಾಯ ಭಾರತೀಯ ಅಮ್ಮನವರು ಆಶೀರ್ವಚನ ನೀಡಿದರು.. bbox=[959, 291, 1157, 489]
lead-photo-scene bbox=[285, 294, 740, 568]
epaper-url[interactable]: www.munjaneevartheepaper.com bbox=[1123, 72, 1465, 94]
bamboo-photo-scene bbox=[48, 2100, 391, 2286]
students-body: ಇತ್ತೀಚಿನ ದಿನಗಳಲ್ಲಿ ಮೊಬೈಲ್ ಗೀಳಿಗೆ ಬೀಳುವ ವಿದ್ಯಾರ್ಥಿಗಳು ಸೋಮಾರಿಗಳಾಗುತ್ತಿದ್ದಾರೆ ಇದನ್ನು ತಪ್ಪಿಸುವ ಉದ್ದೇಶದಿಂದ ಪಟ್ಟಣದ ಸರಕಾರಿ ಪ್ರಥಮ ದರ್ಜೆ ಕಾಲೇಜು ಅಧ್ಯಾಪಕರ ವಿನೂತನ ಪ್ರಯೋಗಗಳಿಗೆ ಮುಂದಾಗಿದ್ದಾರೆ. ಮೊಬೈಲ್ ಓದಿದರೆ ಜಗತ್ತೇ ಮರೆಯುವ ವಿದ್ಯಾರ್ಥಿಗಳ ನಿರ್ಲಕ್ಷ 00ತಾ ಹೋಗಬಾರದೆಂದು, ಶಿಕ್ಷಣದ ಜತೆಯಲ್ಲಿ ಇತರ ಚಟುವಟಿಕೆಗಳಲ್ಲಿ ಆಸಕ್ತಿ ಮೂಡಿಸುವ ಭಾಗವಾಗಿ ಹಾವಾ ಕಾಲೇಜಿನಲ್ಲಿ ಸ್ವಚ್ಛತಾ ಅಭಿಯಾನದ ಜತೆ ಪರಿಸರ ಸಂರಕ್ಷಣೆಯ ಪಾಠ ಮಾಡಲಾಯಿತು. ಸರಕಾರಿ ಪ್ರಥಮ ದರ್ಜೆ ಕಾಲೇಜಿನಲ್ಲಿ ಪ್ರಥಮ ವಿದ್ಯಾರ್ಥಿಗಳ ದಿಕ್ಕುರಿ ಆವರಣದಲ್ಲಿ ಅವರನ್ನ ಸ್ವಚ್ಛ ಮಾಡುವುದು, ಸುತ್ತಮುತ್ತಲಿನ ಪರಿಸರ ಸಂರಕ್ಷಿಸುವುದು, ಗಿಡ ನೆಡುವುದು, ಮೊದಲಾದ ಕಾರ್ಯಗಳನ್ನು ಮಾಡಲಾಯಿತು. ಕನ್ನಡ ಸಹಾಯಕ ಪ್ರಾಧ್ಯಾಪಕರಾದ ಸುರೇಶ್ ಬಂಗಾರ, ಮಹಾಂತ ಹೆಗಡೆ ಮತ್ತು ದೈಹಿಕ ಶಿಕ್ಷಣ ಕೊಟ್ರೇಶ್ ನೇತೃತ್ವದಲ್ಲಿ ಕಾಲೇಜು ಮುಂಭಾಗದ ರಾಜ್ಯ ಹೆದ್ದಾರಿಯಲ್ಲಿ ಸ್ವಚ್ಛತಾ ಅಭಿಯಾನ ನಡೆಸಲಾಗಿದ್ದು, ವಿದ್ಯಾರ್ಥಿಗಳು ಉತ್ಸಾಹದಿಂದ ಭಾಗವಹಿಸಿ ಹಲವು ಪ್ಲಾಸ್ಟಿಕ್ ಬಾಟಲ್‌ಗಳು, ಕಸ ಗುಡಿಸಿದರು. ಈ ಸಂದರ್ಭದಲ್ಲಿ ಸಾಗರದ ಸರಕಾರಿ ಕಾಲೇಜಿನ ವಿದ್ಯಾರ್ಥಿಗಳು ಸ್ವಚ್ಛತಾ ಶ್ರಮದಾನ ಮಾಡಿದರು. ವರದಿ ರಾಘವೇಂದ್ರ ತಾಳಗುಪ್ಪ bbox=[1184, 1750, 1475, 1982]
students-headline-line-1: ವಿದ್ಯಾರ್ಥಿಗಳಿಗೆ ಪ್ರಾಧ್ಯಾಕರಿಂದ bbox=[1239, 1677, 1420, 1700]
column-divider-right bbox=[1172, 651, 1173, 2282]
sslc-col-2: ಮತ್ತು 2023-24 ನೇ ಸಾಲಿನ ಎಸ್.ಎಸ್.ಎಲ್.ಸಿ ಪರೀಕ್ಷೆಯಲ್ಲಿ ಶೇ.95 ಅಂಕ ಗಳಿಸಿದ ಹಾಗೂ ಪಿಯುಸಿ ಪರೀಕ್ಷೆಯಲ್ಲಿ ಶೇ.90 ಅಂಕ ಗಳಿಸಿದ ಮತ್ತು ತಾಲೂಕಿನ ಎಲ್ಲಾ ಸರ್ಕಾರಿ ಪ್ರೌಢಶಾಲೆಗಳಲ್ಲಿ ವ್ಯಾಸಂಗ ಮಾಡಿ ಪರೀಕ್ಷೆಯಲ್ಲಿ ಗರಿಷ್ಠ ಅಂಕಗಳನ್ನು ಗಳಿಸಿದ ಇವರು ವಿದ್ಯಾರ್ಥಿಗಳಿಗೆ ಮತ್ತು ಎಲ್ಲಾ ಸರ್ಕಾರಿ ಪದವಿ ಪೂರ್ವ ಕಾಲೇಜಿನ ಕಲಾ ವಿಭಾಗ, ವಾಣಿಜ್ಯ ವಿಭಾಗ ಮತ್ತು ವಿಜ್ಞಾನ ವಿಭಾಗಗಳ ಪರೀಕ್ಷೆಯಲ್ಲಿ ಗರಿಷ್ಠ ಅಂಕಗಳನ್ನು ಗಳಿಸಿದ ಇವರು ವಿದ್ಯಾರ್ಥಿಗಳಿಗೆ ಪ್ರತಿಭಾ ಪುರಸ್ಕಾರ ಜೊತೆಗೆ ವಿವಿಧ ಸಮಾಜಮುಖಿ ಕಾರ್ಯಕ್ರಮಗಳೊಂದಿಗೆ ಹುಟ್ಟುಹಬ್ಬ ಆಚರಿಸಲಿದ್ದೇವೆ ಎಂದರು. ಪ್ರತಿಭಾವಂತ ಮಕ್ಕಳು ಸಲ್ಲಿಸಬೇಕಾದ ದಾಖಲೆಗಳ ವಿವರ 1) ಅರ್ಜಿ (ಅಭಿಮಾನಿ ಬಳಗದ ಕಚೇರಿಯಲ್ಲಿ ಪಡೆದುಕೊಳ್ಳುವುದು) 2) 2 ಭಾವ ಚಿತ್ರ 3) ಮಾರ್ಕ್ಸ್ ಕಾರ್ಡ್ ಮುಖ್ಯ bbox=[596, 1399, 758, 1699]
lead-headline: ತಾಯಂದಿರ ದಿನಾಚರಣೆ ಅಂಗವಾಗಿ “ಅಮ್ಮ ನಮನ bbox=[60, 210, 1079, 278]
section-tab-local[interactable] bbox=[85, 587, 239, 628]
logo-tagline: ಕನ್ನಡ ದಿನಪತ್ರಿಕೆ bbox=[894, 140, 959, 156]
logo-word-1: ಮುಂಜಾನೆ bbox=[551, 61, 778, 139]
hubballi-photo-scene bbox=[1183, 1008, 1477, 1182]
pld-photo bbox=[670, 1861, 1151, 2108]
bamboo-headline bbox=[45, 1681, 402, 1817]
bandipur-intro: ಗುಂಡ್ಲುಪೇಟೆ:ದೇಶದ ಪ್ರತಿಷ್ಠಿತ ರಾಷ್ಟ್ರೀಯ ಉದ್ಯಾನವನಕ್ಕೆ ಎರಡು ಸಾವಿರ ಪ್ರವಾಸಿಗರು ಭೇಟಿ ಲಕ್ಷಾಂತರ ರೂಪಾಯಿ ಆದಾಯ ಬಂಡೀಪುರ ರಾಷ್ಟ್ರೀಯ ಉದ್ಯಾನವನ ಈಗ ಮತ್ತಷ್ಟು ಕಳೆಗಟ್ಟಿದೆ ಪ್ರಧಾನಿ ನರೇಂದ್ರ ಮೋದಿ ಭೇಟಿ ಬಳಿಕ ಇಲ್ಲಿಗೆ ಪ್ರವಾಸಿಗರ ದಂಡೇ ಹರಿದುಬರುತ್ತಿದೆ. bbox=[47, 780, 402, 826]
section-epaper-label: ಇ-ಪೇಪರ್: bbox=[498, 603, 556, 621]
students-photo bbox=[1182, 2104, 1477, 2286]
hubballi-photo bbox=[1182, 1007, 1477, 1182]
masthead-grey-rule bbox=[151, 134, 544, 145]
chikkodi-caption: ಗುರುವಿಲ್ಲದೆ, ಜೀವನದ ಅರ್ಥವಾಗಲಿ ಅಥವಾ ಜ್ಞಾನದ ಸಾಧನೆಯಾಗಲಿ ಸಾಧ್ಯವಿಲ್ಲ ಎಂದು ಚಿಕ್ಕರೂಗಿಯ ಅಲ್ಲಮ ಶಾಸ್ತ್ರಿಗಳು ಮಾತನಾಡಿದರು. ತೀರ್ಥಾ ತಾಲ್ಲೂಕಿನ ವಿಡಿಯಾಪ್ಪನ ಗ್ರಾಮದ ಕಲ್ಮೇಶ್ವರ ದೇವಸ್ಥಾನದಲ್ಲಿ ಬಸಣ್ಣ ಮಹಾರಾಜರ ಹುಣ್ಣಿಮೆಯ ನಿಮಿತ್ತ ಸಪ್ತಾಹ ಕಾರ್ಯಕ್ರಮ ಜರುಗಿತು. ನಮ್ಮ ಮೊದಲು ಗುರು ತಾಯಿ ನಮಗೆ ಜೀವ ನೀಡಿ ಲೌಕಿಕ ಮೌಲ್ಯಗಳನ್ನು ಪರಿಚಯಿಸಿದಂತೆ ಒಬ್ಬ ಗುರು ಮತ್ತು ಜ್ಞಾನ ಮತ್ತು ಭಗವಂತನ ಸಾಧನೆಯ ಮಾರ್ಗವನ್ನು ತೋರಿಸುತ್ತಾನೆ ಎಂದು ಎಸ್ ಪಿ ಮೂಗೆಂದ ಮಾತನಾಡಿದರು. ಬ್ರಹ್ಮನಿರೂಪಣ ನಿರಾಕಾರ ಕಣ್ಣಿಗೆ ಕಾಣದಿದ್ದರೂ ನಿಜವಾದ ವಿದ್ಯೆಯನ್ನು ತೋರಿಸುವುದೇ ನಿಜವಾದ ಗುರು ಅಂತಹ ಧ್ಯಾನದಿಂದಲೇ ನಾವು ಆ ದೇವರನ್ನು ಕಾಣಬಹುದು ಎಂದು ವಿಠಲರಾವ್ ಮಹಾರಾಜರು ಮಾತನಾಡಿದರು. ಬಿ ಡಿ ಹೊರಬಾಗ ವಾಸವಿಚ್ಚ ಸತ್ತೀಗೆರಿ ರಾಮು ಚವ್ಹಾಣ ಎಸ್ ಬಿ ಕಡಾ ಬಿ ಎಂ ದೇವಣ್ಣನವರ ಬಸವರಾಜ ಬರಾಡಿ ಕಲ್ಲಪ್ಪ ಹುಕ್ಕೇರಿ ಮಹಾದೇವ ಹುಜ ಮತ್ತಿತರರು ಇದ್ದರು. bbox=[445, 970, 1155, 1047]
date-kannada: 14 ಮಂಗಳವಾರ ಮೇ 2024 bbox=[1159, 134, 1318, 153]
